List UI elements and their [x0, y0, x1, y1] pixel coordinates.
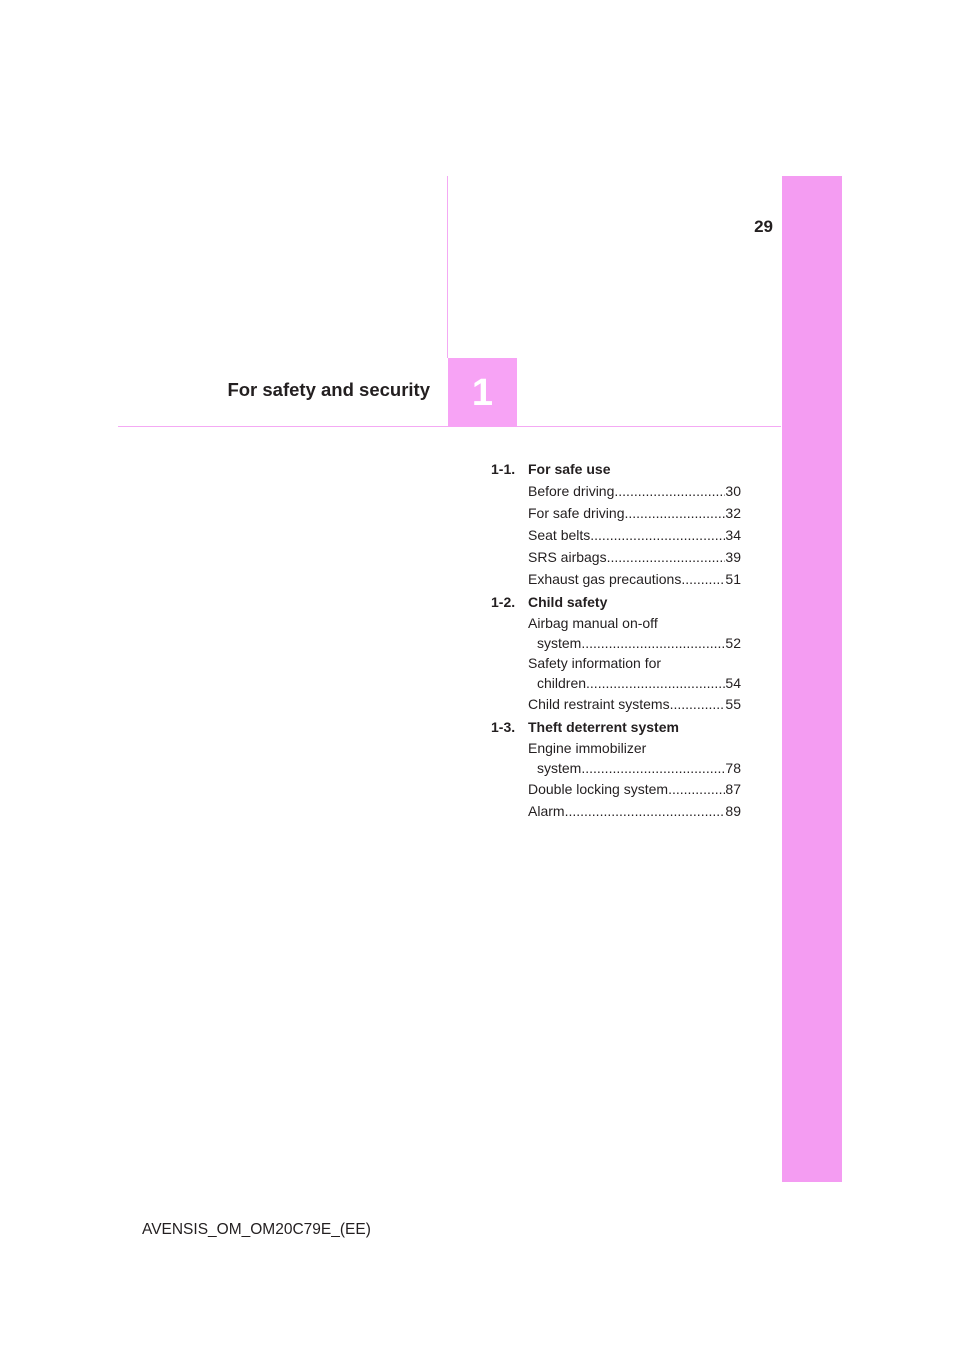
- toc-entry[interactable]: [528, 502, 741, 524]
- toc-entry-text-continued: system: [537, 635, 582, 651]
- toc-entry-page: 87: [725, 781, 741, 797]
- toc-leader: [668, 778, 725, 800]
- toc-entry[interactable]: [528, 546, 741, 568]
- toc-entry-page: 55: [725, 696, 741, 712]
- toc-leader: [586, 673, 725, 693]
- toc-entry[interactable]: [528, 778, 741, 800]
- toc-section-title: Child safety: [528, 594, 608, 610]
- toc-section: [491, 591, 741, 715]
- toc-section-heading: [491, 716, 741, 738]
- toc-entry[interactable]: [528, 693, 741, 715]
- toc-entry-text-continued: system: [537, 760, 582, 776]
- toc-entry[interactable]: [528, 480, 741, 502]
- chapter-side-bar: [782, 176, 842, 1182]
- toc-entry-text: Alarm: [528, 803, 565, 819]
- toc-entry-text: Engine immobilizer: [528, 740, 647, 756]
- toc-entry-page: 32: [725, 505, 741, 521]
- toc-entry-page: 78: [725, 760, 741, 776]
- toc-entry-text: Exhaust gas precautions: [528, 571, 682, 587]
- toc-leader: [670, 693, 726, 715]
- toc-section-number: 1-2.: [491, 594, 516, 610]
- document-code: AVENSIS_OM_OM20C79E_(EE): [142, 1221, 371, 1238]
- toc-entry-page: 89: [725, 803, 741, 819]
- toc-leader: [590, 524, 725, 546]
- toc-section: [491, 716, 741, 822]
- toc-entry[interactable]: [528, 738, 741, 778]
- toc-leader: [607, 546, 726, 568]
- toc-entry-text: For safe driving: [528, 505, 625, 521]
- toc-leader: [565, 800, 726, 822]
- chapter-number: 1: [471, 371, 494, 414]
- chapter-tab: [448, 358, 517, 427]
- table-of-contents: [491, 458, 741, 822]
- toc-entry-text: Child restraint systems: [528, 696, 670, 712]
- toc-section: [491, 458, 741, 590]
- toc-leader: [581, 633, 725, 653]
- chapter-title: For safety and security: [227, 379, 430, 400]
- toc-leader: [614, 480, 725, 502]
- toc-section-heading: [491, 458, 741, 480]
- toc-entry[interactable]: [528, 800, 741, 822]
- toc-entry-text-continued: children: [537, 675, 587, 691]
- toc-leader: [624, 502, 725, 524]
- toc-section-title: For safe use: [528, 461, 611, 477]
- toc-section-heading: [491, 591, 741, 613]
- toc-entry-text: Seat belts: [528, 527, 591, 543]
- toc-entry-page: 34: [725, 527, 741, 543]
- toc-entry-page: 52: [725, 635, 741, 651]
- toc-entry[interactable]: [528, 613, 741, 653]
- toc-entry-page: 30: [725, 483, 741, 499]
- page-number: 29: [754, 217, 773, 236]
- toc-entry-page: 54: [725, 675, 741, 691]
- toc-entry-page: 51: [725, 571, 741, 587]
- toc-entry-text: Double locking system: [528, 781, 669, 797]
- toc-section-number: 1-3.: [491, 719, 516, 735]
- toc-leader: [581, 758, 725, 778]
- divider-vertical: [447, 176, 448, 358]
- toc-entry-text: Airbag manual on-off: [528, 615, 658, 631]
- toc-section-title: Theft deterrent system: [528, 719, 679, 735]
- toc-entry[interactable]: [528, 653, 741, 693]
- toc-entry-page: 39: [725, 549, 741, 565]
- toc-entry-text: SRS airbags: [528, 549, 607, 565]
- toc-leader: [681, 568, 725, 590]
- toc-entry[interactable]: [528, 568, 741, 590]
- toc-section-number: 1-1.: [491, 461, 516, 477]
- toc-entry-text: Safety information for: [528, 655, 662, 671]
- toc-entry-text: Before driving: [528, 483, 615, 499]
- toc-entry[interactable]: [528, 524, 741, 546]
